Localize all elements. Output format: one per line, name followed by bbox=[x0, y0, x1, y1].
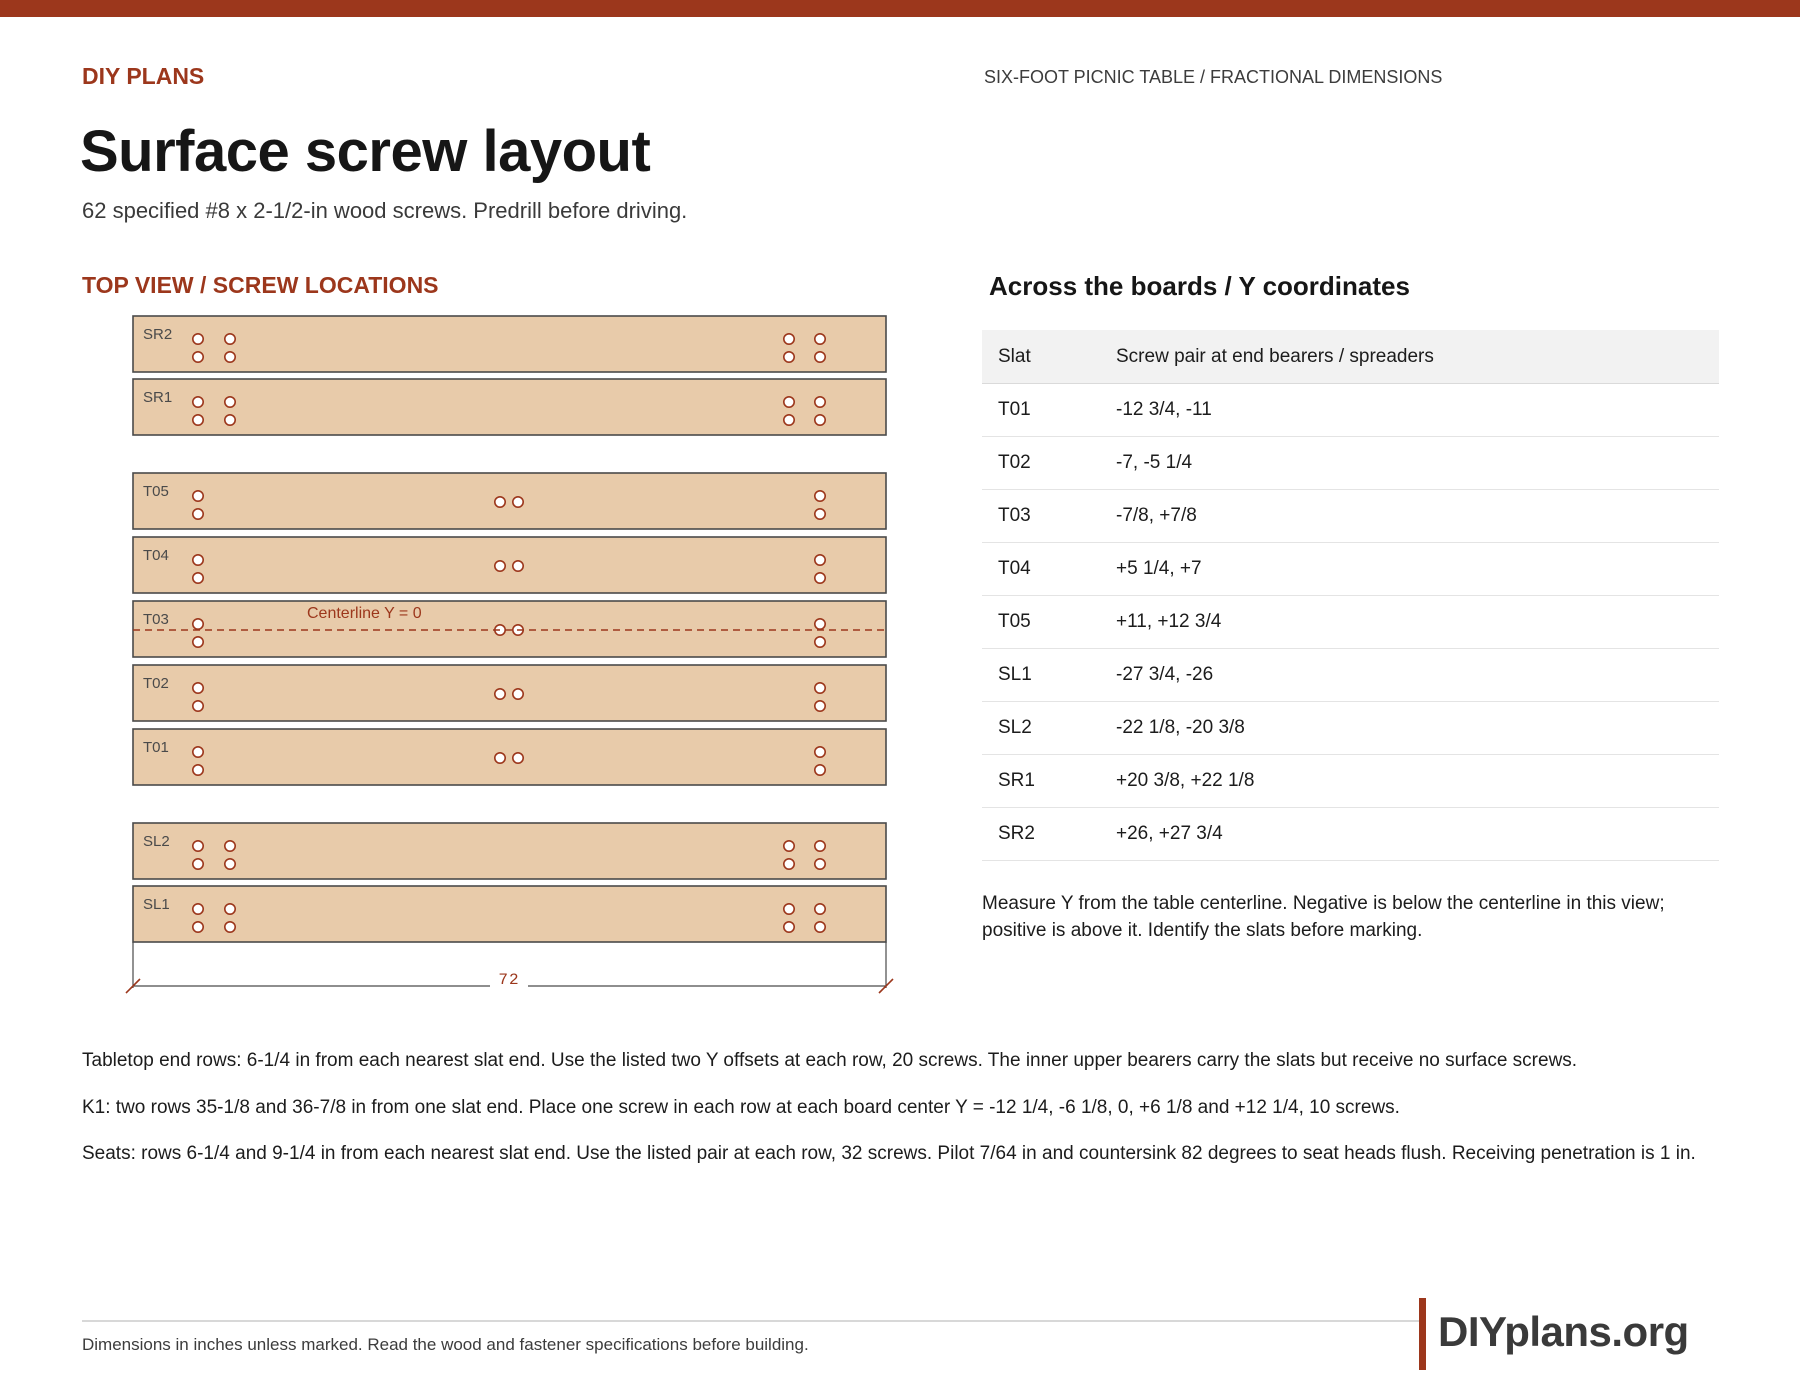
centerline-label: Centerline Y = 0 bbox=[307, 605, 422, 622]
slat-cell: SL2 bbox=[982, 702, 1100, 755]
document-title: SIX-FOOT PICNIC TABLE / FRACTIONAL DIMENSIONS bbox=[984, 67, 1443, 87]
screw-hole bbox=[815, 573, 825, 583]
table-row bbox=[982, 490, 1719, 543]
screw-hole bbox=[193, 334, 203, 344]
screw-hole bbox=[495, 497, 505, 507]
screw-hole bbox=[495, 561, 505, 571]
board-t01 bbox=[133, 729, 886, 785]
slat-cell: T04 bbox=[982, 543, 1100, 596]
slat-cell: SR2 bbox=[982, 808, 1100, 861]
slat-cell: T02 bbox=[982, 437, 1100, 490]
screw-hole bbox=[225, 922, 235, 932]
coordinates-heading: Across the boards / Y coordinates bbox=[989, 271, 1410, 301]
column-header-screw-pair: Screw pair at end bearers / spreaders bbox=[1100, 330, 1719, 384]
screw-hole bbox=[193, 701, 203, 711]
screw-hole bbox=[513, 753, 523, 763]
board-label: SL2 bbox=[143, 833, 170, 850]
page-subtitle: 62 specified #8 x 2-1/2-in wood screws. Predrill before driving. bbox=[82, 198, 688, 223]
screw-hole bbox=[225, 397, 235, 407]
table-row bbox=[982, 384, 1719, 437]
screw-pair-cell: -7/8, +7/8 bbox=[1100, 490, 1719, 543]
screw-pair-cell: +26, +27 3/4 bbox=[1100, 808, 1719, 861]
slat-cell: T05 bbox=[982, 596, 1100, 649]
screw-hole bbox=[193, 841, 203, 851]
screw-hole bbox=[225, 352, 235, 362]
slat-cell: T01 bbox=[982, 384, 1100, 437]
screw-pair-cell: -12 3/4, -11 bbox=[1100, 384, 1719, 437]
slat-cell: SL1 bbox=[982, 649, 1100, 702]
screw-hole bbox=[784, 922, 794, 932]
screw-hole bbox=[193, 683, 203, 693]
screw-hole bbox=[193, 415, 203, 425]
screw-hole bbox=[815, 747, 825, 757]
diagram-heading: TOP VIEW / SCREW LOCATIONS bbox=[82, 272, 439, 298]
board-sr2 bbox=[133, 316, 886, 372]
screw-hole bbox=[815, 683, 825, 693]
board-sr1 bbox=[133, 379, 886, 435]
screw-hole bbox=[784, 352, 794, 362]
screw-hole bbox=[193, 509, 203, 519]
table-row bbox=[982, 437, 1719, 490]
screw-hole bbox=[784, 841, 794, 851]
screw-hole bbox=[225, 841, 235, 851]
screw-pair-cell: +20 3/8, +22 1/8 bbox=[1100, 755, 1719, 808]
screw-hole bbox=[193, 555, 203, 565]
screw-hole bbox=[495, 753, 505, 763]
board-sl1 bbox=[133, 886, 886, 942]
board-sl2 bbox=[133, 823, 886, 879]
screw-hole bbox=[815, 491, 825, 501]
column-header-slat: Slat bbox=[982, 330, 1100, 384]
screw-hole bbox=[513, 561, 523, 571]
table-row bbox=[982, 702, 1719, 755]
screw-hole bbox=[193, 491, 203, 501]
screw-hole bbox=[193, 747, 203, 757]
board-t03 bbox=[133, 601, 886, 657]
screw-hole bbox=[815, 555, 825, 565]
screw-hole bbox=[193, 397, 203, 407]
board-label: T05 bbox=[143, 483, 169, 500]
board-label: T02 bbox=[143, 675, 169, 692]
screw-hole bbox=[193, 352, 203, 362]
screw-hole bbox=[815, 922, 825, 932]
screw-hole bbox=[193, 573, 203, 583]
screw-hole bbox=[193, 637, 203, 647]
screw-hole bbox=[193, 765, 203, 775]
footer-text: Dimensions in inches unless marked. Read the wood and fastener specifications before building. bbox=[82, 1335, 809, 1354]
screw-hole bbox=[193, 619, 203, 629]
slat-cell: T03 bbox=[982, 490, 1100, 543]
table-row bbox=[982, 649, 1719, 702]
table-row bbox=[982, 755, 1719, 808]
board-t04 bbox=[133, 537, 886, 593]
tabletop-note: Tabletop end rows: 6-1/4 in from each nearest slat end. Use the listed two Y offsets at each row, 20 screws. The inner upper bearers carry the slats but receive no surface screws. bbox=[82, 1050, 1578, 1071]
page-title: Surface screw layout bbox=[80, 119, 651, 184]
screw-layout-diagram bbox=[0, 0, 960, 1010]
site-logo: DIYplans.org bbox=[1438, 1308, 1689, 1355]
k1-note: K1: two rows 35-1/8 and 36-7/8 in from one slat end. Place one screw in each row at each board center Y = -12 1/4, -6 1/8, 0, +6 1/8 and +12 1/4, 10 screws. bbox=[82, 1097, 1400, 1118]
screw-hole bbox=[193, 904, 203, 914]
board-label: T04 bbox=[143, 547, 169, 564]
board-t05 bbox=[133, 473, 886, 529]
screw-hole bbox=[495, 689, 505, 699]
screw-pair-cell: -7, -5 1/4 bbox=[1100, 437, 1719, 490]
board-t02 bbox=[133, 665, 886, 721]
screw-hole bbox=[513, 689, 523, 699]
screw-hole bbox=[193, 859, 203, 869]
screw-hole bbox=[815, 904, 825, 914]
screw-hole bbox=[815, 397, 825, 407]
brand-label: DIY PLANS bbox=[82, 63, 205, 89]
seats-note: Seats: rows 6-1/4 and 9-1/4 in from each nearest slat end. Use the listed pair at each row, 32 screws. Pilot 7/64 in and countersink 82 degrees to seat heads flush. Receiving penetration is 1 in. bbox=[82, 1143, 1696, 1164]
table-header-row bbox=[982, 330, 1719, 384]
slat-cell: SR1 bbox=[982, 755, 1100, 808]
screw-pair-cell: +5 1/4, +7 bbox=[1100, 543, 1719, 596]
screw-hole bbox=[815, 334, 825, 344]
board-label: SR2 bbox=[143, 326, 173, 343]
screw-hole bbox=[815, 765, 825, 775]
screw-hole bbox=[815, 859, 825, 869]
board-label: SL1 bbox=[143, 896, 170, 913]
screw-hole bbox=[815, 415, 825, 425]
screw-hole bbox=[815, 701, 825, 711]
board-label: SR1 bbox=[143, 389, 173, 406]
table-row bbox=[982, 808, 1719, 861]
board-label: T01 bbox=[143, 739, 169, 756]
logo-accent-bar bbox=[1419, 1298, 1426, 1370]
dimension-label: 72 bbox=[498, 971, 520, 989]
screw-hole bbox=[784, 415, 794, 425]
coordinates-table bbox=[982, 330, 1719, 861]
screw-hole bbox=[225, 334, 235, 344]
footer-divider bbox=[82, 1320, 1422, 1322]
table-row bbox=[982, 596, 1719, 649]
screw-hole bbox=[193, 922, 203, 932]
screw-hole bbox=[815, 352, 825, 362]
screw-hole bbox=[784, 904, 794, 914]
screw-hole bbox=[815, 841, 825, 851]
screw-pair-cell: +11, +12 3/4 bbox=[1100, 596, 1719, 649]
screw-hole bbox=[815, 509, 825, 519]
screw-hole bbox=[815, 619, 825, 629]
coordinates-note: Measure Y from the table centerline. Negative is below the centerline in this view; positive is above it. Identify the slats before marking. bbox=[982, 893, 1665, 941]
table-row bbox=[982, 543, 1719, 596]
screw-hole bbox=[784, 397, 794, 407]
screw-hole bbox=[225, 415, 235, 425]
screw-hole bbox=[784, 334, 794, 344]
screw-hole bbox=[225, 904, 235, 914]
board-label: T03 bbox=[143, 611, 169, 628]
screw-hole bbox=[784, 859, 794, 869]
screw-pair-cell: -27 3/4, -26 bbox=[1100, 649, 1719, 702]
screw-hole bbox=[815, 637, 825, 647]
screw-hole bbox=[225, 859, 235, 869]
screw-pair-cell: -22 1/8, -20 3/8 bbox=[1100, 702, 1719, 755]
screw-hole bbox=[513, 497, 523, 507]
